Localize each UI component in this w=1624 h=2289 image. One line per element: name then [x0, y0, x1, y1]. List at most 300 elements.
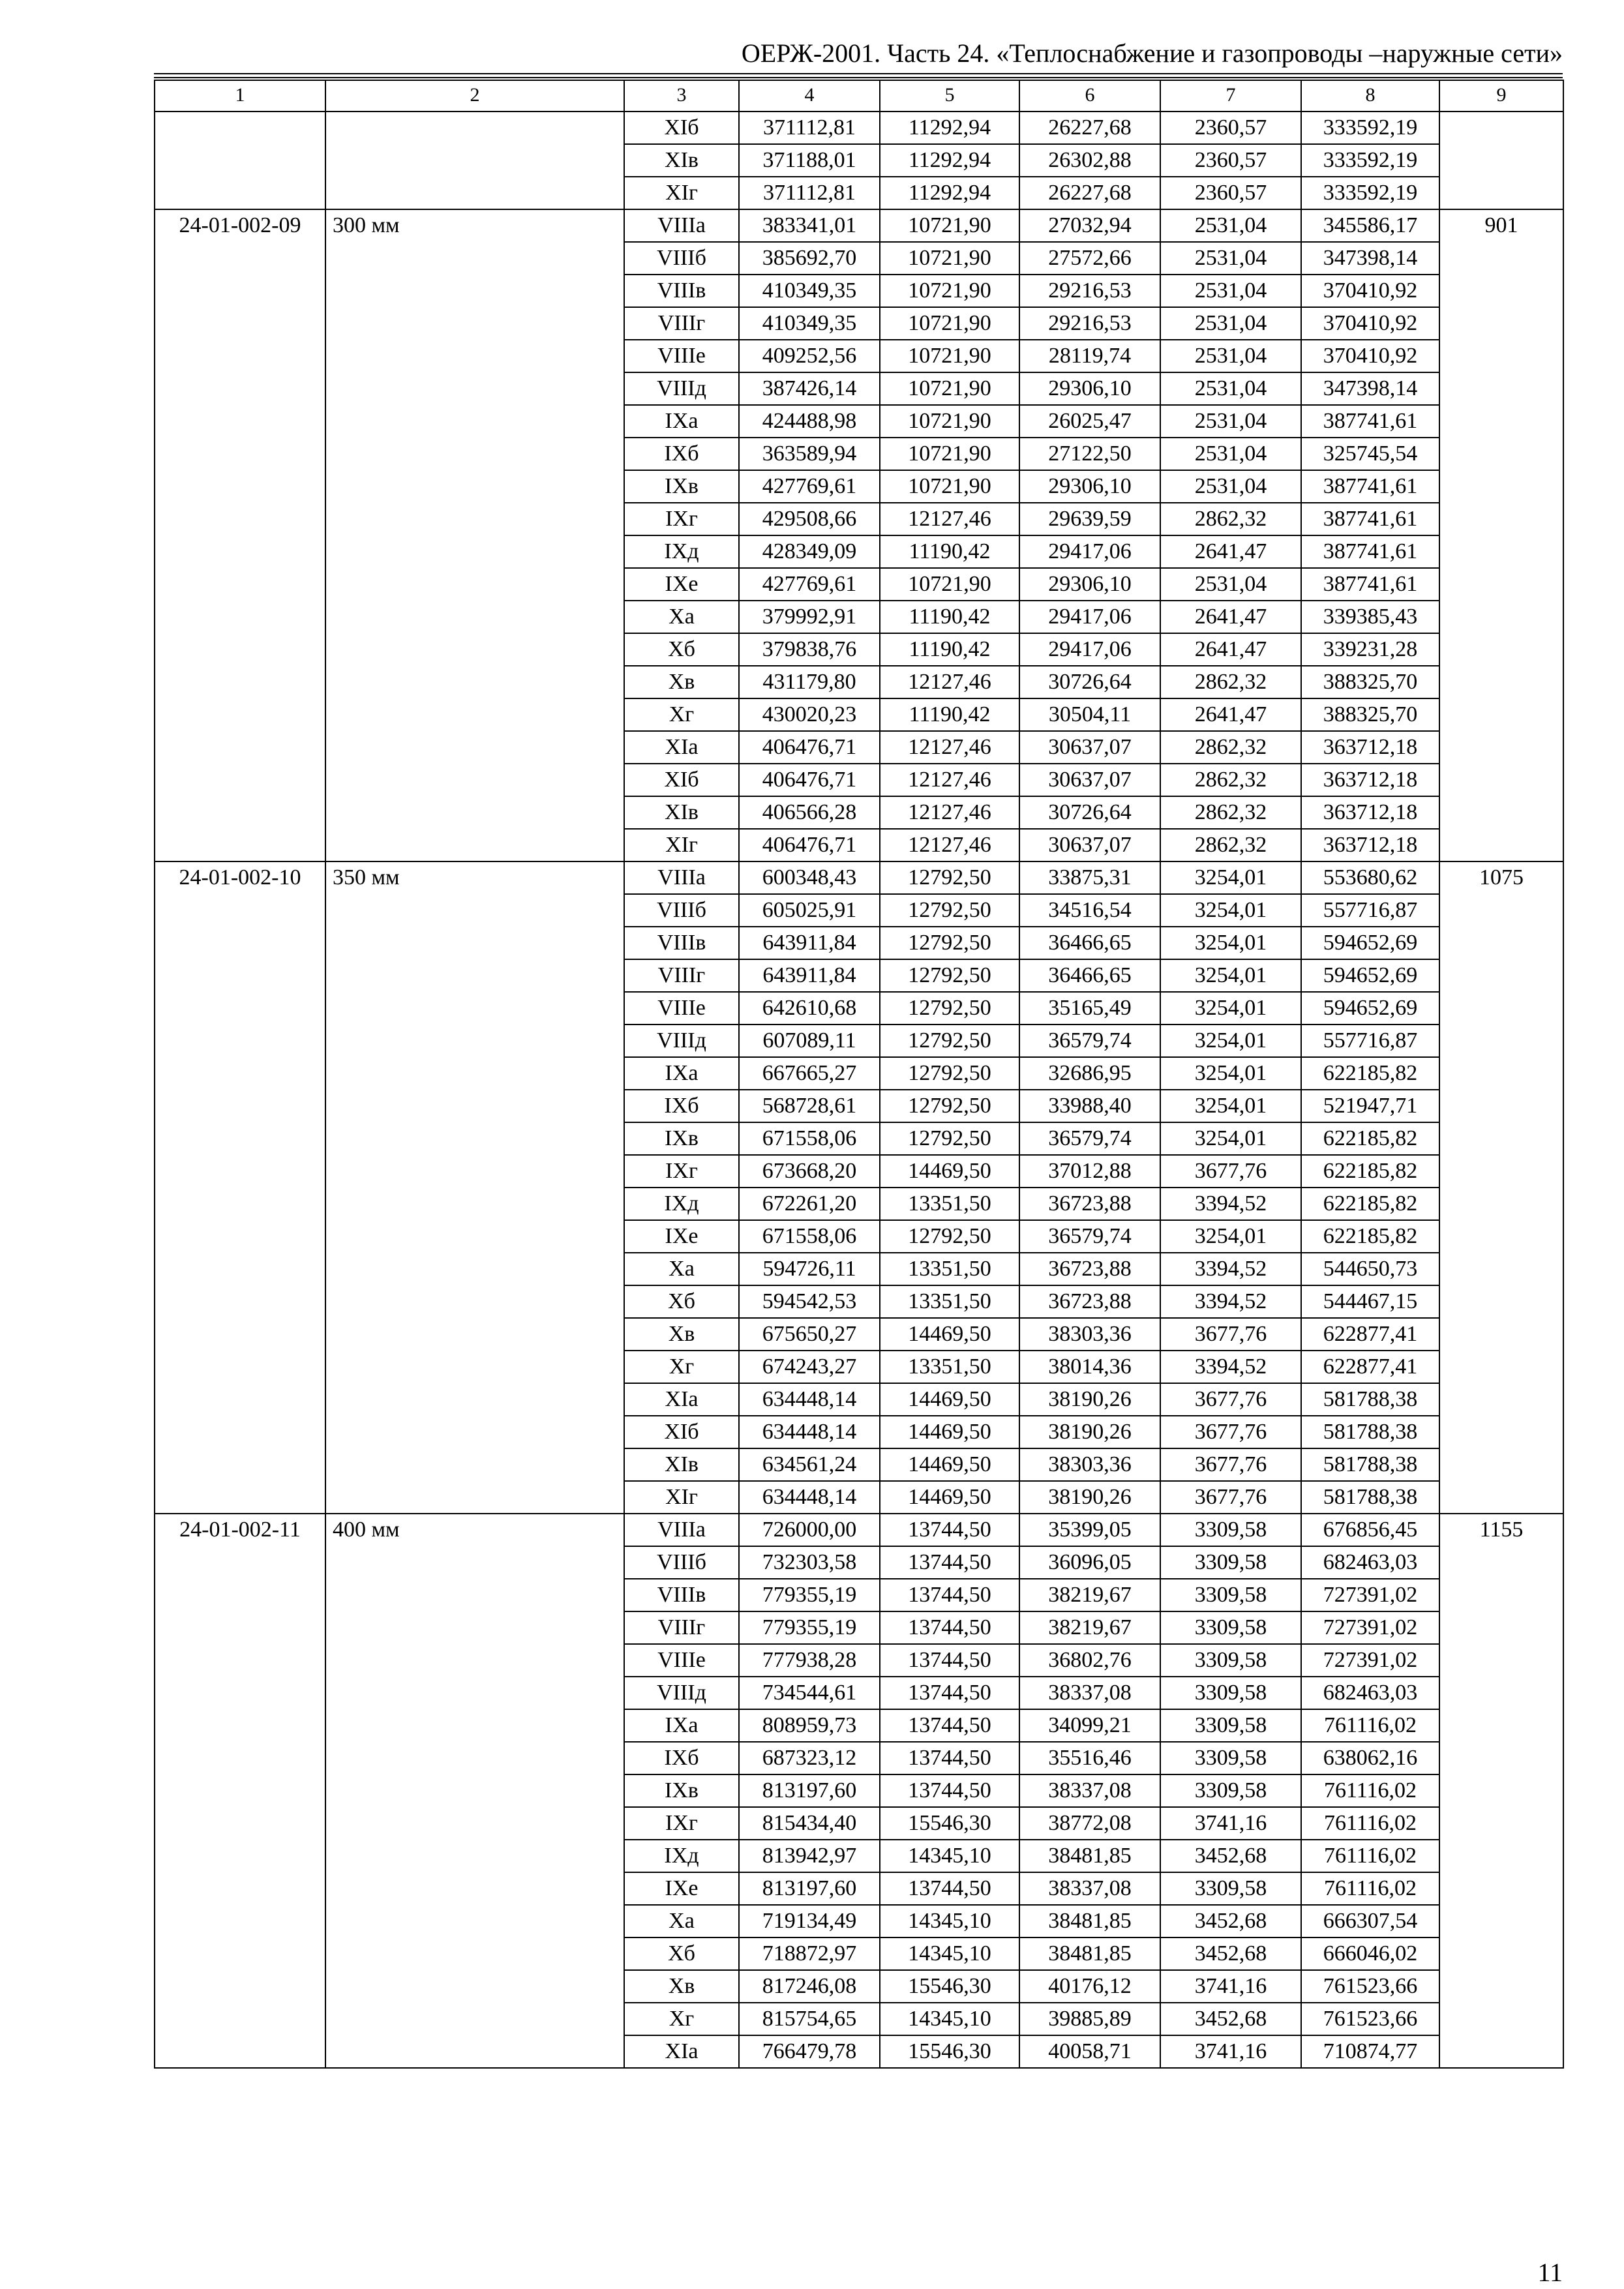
- materials-cost-cell: 666046,02: [1301, 1937, 1439, 1970]
- materials-cost-cell: 387741,61: [1301, 568, 1439, 601]
- machine-cost-cell: 35399,05: [1019, 1514, 1160, 1546]
- labor-cost-cell: 13744,50: [880, 1546, 1019, 1579]
- zone-cell: Xа: [624, 1905, 739, 1937]
- labor-cost-cell: 10721,90: [880, 275, 1019, 307]
- labor-cost-cell: 12127,46: [880, 764, 1019, 796]
- column-number: 7: [1160, 80, 1301, 112]
- machine-cost-cell: 38190,26: [1019, 1383, 1160, 1416]
- zone-cell: XIа: [624, 1383, 739, 1416]
- zone-cell: XIв: [624, 144, 739, 177]
- labor-cost-cell: 10721,90: [880, 470, 1019, 503]
- table-row: [155, 112, 1563, 144]
- materials-cost-cell: 761116,02: [1301, 1872, 1439, 1905]
- materials-cost-cell: 387741,61: [1301, 503, 1439, 535]
- zone-cell: XIв: [624, 1448, 739, 1481]
- page-number: 11: [1537, 2258, 1563, 2287]
- operator-wage-cell: 3309,58: [1160, 1774, 1301, 1807]
- materials-cost-cell: 622185,82: [1301, 1220, 1439, 1253]
- labor-cost-cell: 12127,46: [880, 796, 1019, 829]
- zone-cell: VIIIа: [624, 209, 739, 242]
- materials-cost-cell: 638062,16: [1301, 1742, 1439, 1774]
- labor-cost-cell: 10721,90: [880, 307, 1019, 340]
- machine-cost-cell: 38772,08: [1019, 1807, 1160, 1840]
- materials-cost-cell: 333592,19: [1301, 144, 1439, 177]
- zone-cell: Xб: [624, 1285, 739, 1318]
- materials-cost-cell: 594652,69: [1301, 927, 1439, 959]
- zone-cell: Xа: [624, 1253, 739, 1285]
- labor-cost-cell: 12127,46: [880, 666, 1019, 698]
- operator-wage-cell: 3741,16: [1160, 2035, 1301, 2068]
- zone-cell: Xг: [624, 1351, 739, 1383]
- zone-cell: VIIIг: [624, 307, 739, 340]
- materials-cost-cell: 622185,82: [1301, 1155, 1439, 1188]
- operator-wage-cell: 3254,01: [1160, 1122, 1301, 1155]
- operator-wage-cell: 3677,76: [1160, 1383, 1301, 1416]
- operator-wage-cell: 2360,57: [1160, 112, 1301, 144]
- table-row: [155, 861, 1563, 894]
- labor-cost-cell: 13744,50: [880, 1644, 1019, 1677]
- total-cost-cell: 766479,78: [739, 2035, 880, 2068]
- column-number: 6: [1019, 80, 1160, 112]
- operator-wage-cell: 3254,01: [1160, 861, 1301, 894]
- machine-cost-cell: 27032,94: [1019, 209, 1160, 242]
- zone-cell: Xа: [624, 601, 739, 633]
- machine-cost-cell: 30637,07: [1019, 829, 1160, 861]
- machine-cost-cell: 29639,59: [1019, 503, 1160, 535]
- labor-cost-cell: 12792,50: [880, 1025, 1019, 1057]
- labor-cost-cell: 10721,90: [880, 438, 1019, 470]
- rate-name: 300 мм: [325, 209, 624, 861]
- materials-cost-cell: 761523,66: [1301, 2003, 1439, 2035]
- total-cost-cell: 383341,01: [739, 209, 880, 242]
- materials-cost-cell: 666307,54: [1301, 1905, 1439, 1937]
- materials-cost-cell: 370410,92: [1301, 340, 1439, 372]
- zone-cell: VIIIг: [624, 1611, 739, 1644]
- materials-cost-cell: 622185,82: [1301, 1057, 1439, 1090]
- total-cost-cell: 813942,97: [739, 1840, 880, 1872]
- materials-cost-cell: 339231,28: [1301, 633, 1439, 666]
- labor-cost-cell: 11190,42: [880, 601, 1019, 633]
- machine-cost-cell: 28119,74: [1019, 340, 1160, 372]
- operator-wage-cell: 2862,32: [1160, 503, 1301, 535]
- rate-name: 400 мм: [325, 1514, 624, 2068]
- machine-cost-cell: 30637,07: [1019, 731, 1160, 764]
- labor-cost-cell: 12792,50: [880, 959, 1019, 992]
- total-cost-cell: 732303,58: [739, 1546, 880, 1579]
- total-cost-cell: 634448,14: [739, 1481, 880, 1514]
- labor-cost-cell: 12792,50: [880, 1057, 1019, 1090]
- total-cost-cell: 642610,68: [739, 992, 880, 1025]
- column-number-row: [155, 80, 1563, 112]
- materials-cost-cell: 387741,61: [1301, 470, 1439, 503]
- machine-cost-cell: 35516,46: [1019, 1742, 1160, 1774]
- operator-wage-cell: 2531,04: [1160, 372, 1301, 405]
- total-cost-cell: 605025,91: [739, 894, 880, 927]
- zone-cell: IXа: [624, 1709, 739, 1742]
- zone-cell: XIв: [624, 796, 739, 829]
- zone-cell: IXб: [624, 1090, 739, 1122]
- machine-cost-cell: 38481,85: [1019, 1937, 1160, 1970]
- labor-cost-cell: 10721,90: [880, 568, 1019, 601]
- labor-cost-cell: 11292,94: [880, 112, 1019, 144]
- labor-cost-cell: 14469,50: [880, 1416, 1019, 1448]
- total-cost-cell: 674243,27: [739, 1351, 880, 1383]
- machine-cost-cell: 38190,26: [1019, 1481, 1160, 1514]
- total-cost-cell: 671558,06: [739, 1220, 880, 1253]
- machine-cost-cell: 29216,53: [1019, 275, 1160, 307]
- total-cost-cell: 406476,71: [739, 829, 880, 861]
- column-number: 5: [880, 80, 1019, 112]
- zone-cell: VIIIг: [624, 959, 739, 992]
- labor-cost-cell: 13351,50: [880, 1253, 1019, 1285]
- materials-cost-cell: 682463,03: [1301, 1546, 1439, 1579]
- zone-cell: XIг: [624, 1481, 739, 1514]
- machine-cost-cell: 36723,88: [1019, 1285, 1160, 1318]
- operator-wage-cell: 2531,04: [1160, 340, 1301, 372]
- total-cost-cell: 429508,66: [739, 503, 880, 535]
- machine-cost-cell: 29417,06: [1019, 601, 1160, 633]
- zone-cell: VIIIв: [624, 1579, 739, 1611]
- zone-cell: IXб: [624, 438, 739, 470]
- machine-cost-cell: 26227,68: [1019, 112, 1160, 144]
- labor-cost-cell: 14469,50: [880, 1155, 1019, 1188]
- materials-cost-cell: 370410,92: [1301, 307, 1439, 340]
- materials-cost-cell: 333592,19: [1301, 112, 1439, 144]
- materials-cost-cell: 761116,02: [1301, 1774, 1439, 1807]
- materials-cost-cell: 727391,02: [1301, 1611, 1439, 1644]
- labor-cost-cell: 12127,46: [880, 731, 1019, 764]
- machine-cost-cell: 38481,85: [1019, 1905, 1160, 1937]
- labor-cost-cell: 14469,50: [880, 1448, 1019, 1481]
- operator-wage-cell: 2531,04: [1160, 405, 1301, 438]
- materials-cost-cell: 544467,15: [1301, 1285, 1439, 1318]
- zone-cell: VIIIб: [624, 894, 739, 927]
- document-header: ОЕРЖ-2001. Часть 24. «Теплоснабжение и газопроводы –наружные сети»: [741, 38, 1563, 68]
- materials-cost-cell: 581788,38: [1301, 1416, 1439, 1448]
- zone-cell: VIIIв: [624, 927, 739, 959]
- total-cost-cell: 431179,80: [739, 666, 880, 698]
- zone-cell: Xв: [624, 1970, 739, 2003]
- labor-cost-cell: 12792,50: [880, 894, 1019, 927]
- column-number: 9: [1439, 80, 1563, 112]
- zone-cell: IXе: [624, 1872, 739, 1905]
- materials-cost-cell: 553680,62: [1301, 861, 1439, 894]
- column-number: 8: [1301, 80, 1439, 112]
- materials-cost-cell: 581788,38: [1301, 1383, 1439, 1416]
- machine-cost-cell: 38219,67: [1019, 1611, 1160, 1644]
- labor-cost-cell: 13744,50: [880, 1709, 1019, 1742]
- operator-wage-cell: 3309,58: [1160, 1742, 1301, 1774]
- total-cost-cell: 406476,71: [739, 731, 880, 764]
- labor-cost-cell: 15546,30: [880, 2035, 1019, 2068]
- machine-cost-cell: 36579,74: [1019, 1025, 1160, 1057]
- total-cost-cell: 568728,61: [739, 1090, 880, 1122]
- zone-cell: VIIIд: [624, 1677, 739, 1709]
- machine-cost-cell: 27572,66: [1019, 242, 1160, 275]
- machine-cost-cell: 30726,64: [1019, 796, 1160, 829]
- zone-cell: Xг: [624, 698, 739, 731]
- labor-cost-cell: 10721,90: [880, 209, 1019, 242]
- labor-cost-cell: 12127,46: [880, 829, 1019, 861]
- total-cost-cell: 406566,28: [739, 796, 880, 829]
- labor-cost-cell: 15546,30: [880, 1970, 1019, 2003]
- total-cost-cell: 410349,35: [739, 307, 880, 340]
- labor-cost-cell: 14345,10: [880, 1905, 1019, 1937]
- operator-wage-cell: 3394,52: [1160, 1253, 1301, 1285]
- header-rule-bottom: [154, 77, 1563, 78]
- total-cost-cell: 385692,70: [739, 242, 880, 275]
- rate-code: 24-01-002-09: [155, 209, 325, 861]
- zone-cell: IXд: [624, 535, 739, 568]
- total-cost-cell: 363589,94: [739, 438, 880, 470]
- materials-cost-cell: 761116,02: [1301, 1709, 1439, 1742]
- operator-wage-cell: 3309,58: [1160, 1677, 1301, 1709]
- materials-cost-cell: 557716,87: [1301, 1025, 1439, 1057]
- total-cost-cell: 726000,00: [739, 1514, 880, 1546]
- operator-wage-cell: 2531,04: [1160, 438, 1301, 470]
- materials-cost-cell: 581788,38: [1301, 1448, 1439, 1481]
- operator-wage-cell: 2531,04: [1160, 242, 1301, 275]
- total-cost-cell: 734544,61: [739, 1677, 880, 1709]
- total-cost-cell: 594542,53: [739, 1285, 880, 1318]
- total-cost-cell: 594726,11: [739, 1253, 880, 1285]
- zone-cell: Xв: [624, 666, 739, 698]
- materials-cost-cell: 347398,14: [1301, 372, 1439, 405]
- zone-cell: VIIIд: [624, 372, 739, 405]
- labor-cost-cell: 13744,50: [880, 1774, 1019, 1807]
- materials-cost-cell: 388325,70: [1301, 666, 1439, 698]
- operator-wage-cell: 2641,47: [1160, 601, 1301, 633]
- machine-cost-cell: 33988,40: [1019, 1090, 1160, 1122]
- materials-cost-cell: 710874,77: [1301, 2035, 1439, 2068]
- total-cost-cell: 643911,84: [739, 959, 880, 992]
- machine-cost-cell: 36096,05: [1019, 1546, 1160, 1579]
- operator-wage-cell: 3677,76: [1160, 1416, 1301, 1448]
- operator-wage-cell: 2862,32: [1160, 731, 1301, 764]
- materials-cost-cell: 727391,02: [1301, 1644, 1439, 1677]
- machine-cost-cell: 38337,08: [1019, 1677, 1160, 1709]
- machine-cost-cell: 26302,88: [1019, 144, 1160, 177]
- operator-wage-cell: 2862,32: [1160, 829, 1301, 861]
- machine-cost-cell: 26227,68: [1019, 177, 1160, 209]
- labor-cost-cell: 13744,50: [880, 1677, 1019, 1709]
- machine-cost-cell: 38190,26: [1019, 1416, 1160, 1448]
- labor-cost-cell: 13744,50: [880, 1579, 1019, 1611]
- labor-hours-cell: [1439, 112, 1563, 209]
- total-cost-cell: 600348,43: [739, 861, 880, 894]
- labor-cost-cell: 13744,50: [880, 1872, 1019, 1905]
- labor-cost-cell: 11292,94: [880, 177, 1019, 209]
- operator-wage-cell: 3452,68: [1160, 2003, 1301, 2035]
- labor-cost-cell: 13351,50: [880, 1351, 1019, 1383]
- materials-cost-cell: 544650,73: [1301, 1253, 1439, 1285]
- labor-cost-cell: 10721,90: [880, 405, 1019, 438]
- machine-cost-cell: 30637,07: [1019, 764, 1160, 796]
- total-cost-cell: 808959,73: [739, 1709, 880, 1742]
- total-cost-cell: 387426,14: [739, 372, 880, 405]
- total-cost-cell: 815754,65: [739, 2003, 880, 2035]
- operator-wage-cell: 3452,68: [1160, 1840, 1301, 1872]
- machine-cost-cell: 27122,50: [1019, 438, 1160, 470]
- operator-wage-cell: 3254,01: [1160, 1057, 1301, 1090]
- total-cost-cell: 430020,23: [739, 698, 880, 731]
- total-cost-cell: 406476,71: [739, 764, 880, 796]
- materials-cost-cell: 761523,66: [1301, 1970, 1439, 2003]
- zone-cell: IXв: [624, 470, 739, 503]
- labor-hours-cell: 1075: [1439, 861, 1563, 1514]
- machine-cost-cell: 38219,67: [1019, 1579, 1160, 1611]
- operator-wage-cell: 3309,58: [1160, 1546, 1301, 1579]
- zone-cell: VIIIе: [624, 340, 739, 372]
- machine-cost-cell: 39885,89: [1019, 2003, 1160, 2035]
- labor-cost-cell: 12792,50: [880, 992, 1019, 1025]
- operator-wage-cell: 3309,58: [1160, 1579, 1301, 1611]
- zone-cell: XIб: [624, 112, 739, 144]
- operator-wage-cell: 3677,76: [1160, 1448, 1301, 1481]
- labor-cost-cell: 12792,50: [880, 1122, 1019, 1155]
- labor-cost-cell: 14469,50: [880, 1481, 1019, 1514]
- rate-code: [155, 112, 325, 209]
- operator-wage-cell: 3394,52: [1160, 1285, 1301, 1318]
- total-cost-cell: 671558,06: [739, 1122, 880, 1155]
- total-cost-cell: 719134,49: [739, 1905, 880, 1937]
- operator-wage-cell: 3254,01: [1160, 927, 1301, 959]
- total-cost-cell: 371112,81: [739, 177, 880, 209]
- zone-cell: VIIIа: [624, 861, 739, 894]
- column-number: 3: [624, 80, 739, 112]
- zone-cell: IXа: [624, 405, 739, 438]
- operator-wage-cell: 3254,01: [1160, 992, 1301, 1025]
- zone-cell: VIIIб: [624, 1546, 739, 1579]
- column-number: 2: [325, 80, 624, 112]
- zone-cell: Xб: [624, 1937, 739, 1970]
- column-number: 1: [155, 80, 325, 112]
- machine-cost-cell: 29417,06: [1019, 633, 1160, 666]
- zone-cell: VIIIе: [624, 992, 739, 1025]
- machine-cost-cell: 30504,11: [1019, 698, 1160, 731]
- operator-wage-cell: 2862,32: [1160, 666, 1301, 698]
- zone-cell: VIIIд: [624, 1025, 739, 1057]
- machine-cost-cell: 36723,88: [1019, 1188, 1160, 1220]
- zone-cell: XIб: [624, 1416, 739, 1448]
- materials-cost-cell: 727391,02: [1301, 1579, 1439, 1611]
- zone-cell: XIб: [624, 764, 739, 796]
- total-cost-cell: 427769,61: [739, 470, 880, 503]
- machine-cost-cell: 38481,85: [1019, 1840, 1160, 1872]
- materials-cost-cell: 370410,92: [1301, 275, 1439, 307]
- materials-cost-cell: 682463,03: [1301, 1677, 1439, 1709]
- zone-cell: XIг: [624, 829, 739, 861]
- materials-cost-cell: 388325,70: [1301, 698, 1439, 731]
- materials-cost-cell: 622877,41: [1301, 1351, 1439, 1383]
- operator-wage-cell: 3309,58: [1160, 1514, 1301, 1546]
- machine-cost-cell: 38303,36: [1019, 1448, 1160, 1481]
- machine-cost-cell: 36723,88: [1019, 1253, 1160, 1285]
- column-number: 4: [739, 80, 880, 112]
- labor-cost-cell: 14345,10: [880, 2003, 1019, 2035]
- zone-cell: IXа: [624, 1057, 739, 1090]
- total-cost-cell: 779355,19: [739, 1611, 880, 1644]
- operator-wage-cell: 3254,01: [1160, 894, 1301, 927]
- labor-cost-cell: 10721,90: [880, 372, 1019, 405]
- zone-cell: XIа: [624, 2035, 739, 2068]
- total-cost-cell: 607089,11: [739, 1025, 880, 1057]
- rate-name: [325, 112, 624, 209]
- total-cost-cell: 410349,35: [739, 275, 880, 307]
- labor-cost-cell: 12792,50: [880, 927, 1019, 959]
- zone-cell: Xб: [624, 633, 739, 666]
- labor-cost-cell: 13351,50: [880, 1285, 1019, 1318]
- materials-cost-cell: 622185,82: [1301, 1122, 1439, 1155]
- operator-wage-cell: 3452,68: [1160, 1937, 1301, 1970]
- zone-cell: IXб: [624, 1742, 739, 1774]
- operator-wage-cell: 2360,57: [1160, 177, 1301, 209]
- operator-wage-cell: 3309,58: [1160, 1709, 1301, 1742]
- materials-cost-cell: 761116,02: [1301, 1807, 1439, 1840]
- labor-hours-cell: 1155: [1439, 1514, 1563, 2068]
- total-cost-cell: 379992,91: [739, 601, 880, 633]
- operator-wage-cell: 2531,04: [1160, 470, 1301, 503]
- total-cost-cell: 379838,76: [739, 633, 880, 666]
- operator-wage-cell: 2360,57: [1160, 144, 1301, 177]
- operator-wage-cell: 2862,32: [1160, 796, 1301, 829]
- operator-wage-cell: 2531,04: [1160, 307, 1301, 340]
- header-rule-top: [154, 73, 1563, 74]
- materials-cost-cell: 339385,43: [1301, 601, 1439, 633]
- operator-wage-cell: 3394,52: [1160, 1188, 1301, 1220]
- machine-cost-cell: 35165,49: [1019, 992, 1160, 1025]
- materials-cost-cell: 387741,61: [1301, 405, 1439, 438]
- labor-cost-cell: 10721,90: [880, 340, 1019, 372]
- total-cost-cell: 371188,01: [739, 144, 880, 177]
- total-cost-cell: 813197,60: [739, 1872, 880, 1905]
- machine-cost-cell: 38337,08: [1019, 1872, 1160, 1905]
- labor-hours-cell: 901: [1439, 209, 1563, 861]
- labor-cost-cell: 12792,50: [880, 1090, 1019, 1122]
- total-cost-cell: 672261,20: [739, 1188, 880, 1220]
- machine-cost-cell: 33875,31: [1019, 861, 1160, 894]
- machine-cost-cell: 29417,06: [1019, 535, 1160, 568]
- total-cost-cell: 428349,09: [739, 535, 880, 568]
- machine-cost-cell: 38337,08: [1019, 1774, 1160, 1807]
- total-cost-cell: 643911,84: [739, 927, 880, 959]
- operator-wage-cell: 3254,01: [1160, 1090, 1301, 1122]
- operator-wage-cell: 3254,01: [1160, 1220, 1301, 1253]
- total-cost-cell: 777938,28: [739, 1644, 880, 1677]
- materials-cost-cell: 363712,18: [1301, 731, 1439, 764]
- labor-cost-cell: 13744,50: [880, 1514, 1019, 1546]
- operator-wage-cell: 3309,58: [1160, 1644, 1301, 1677]
- table-row: [155, 1514, 1563, 1546]
- machine-cost-cell: 40176,12: [1019, 1970, 1160, 2003]
- rate-code: 24-01-002-10: [155, 861, 325, 1514]
- operator-wage-cell: 3309,58: [1160, 1872, 1301, 1905]
- zone-cell: IXд: [624, 1188, 739, 1220]
- operator-wage-cell: 3677,76: [1160, 1318, 1301, 1351]
- labor-cost-cell: 13744,50: [880, 1611, 1019, 1644]
- operator-wage-cell: 2641,47: [1160, 535, 1301, 568]
- labor-cost-cell: 11190,42: [880, 535, 1019, 568]
- labor-cost-cell: 14345,10: [880, 1937, 1019, 1970]
- materials-cost-cell: 594652,69: [1301, 992, 1439, 1025]
- operator-wage-cell: 3677,76: [1160, 1155, 1301, 1188]
- materials-cost-cell: 345586,17: [1301, 209, 1439, 242]
- labor-cost-cell: 10721,90: [880, 242, 1019, 275]
- zone-cell: VIIIа: [624, 1514, 739, 1546]
- zone-cell: IXв: [624, 1774, 739, 1807]
- machine-cost-cell: 29306,10: [1019, 568, 1160, 601]
- operator-wage-cell: 3741,16: [1160, 1807, 1301, 1840]
